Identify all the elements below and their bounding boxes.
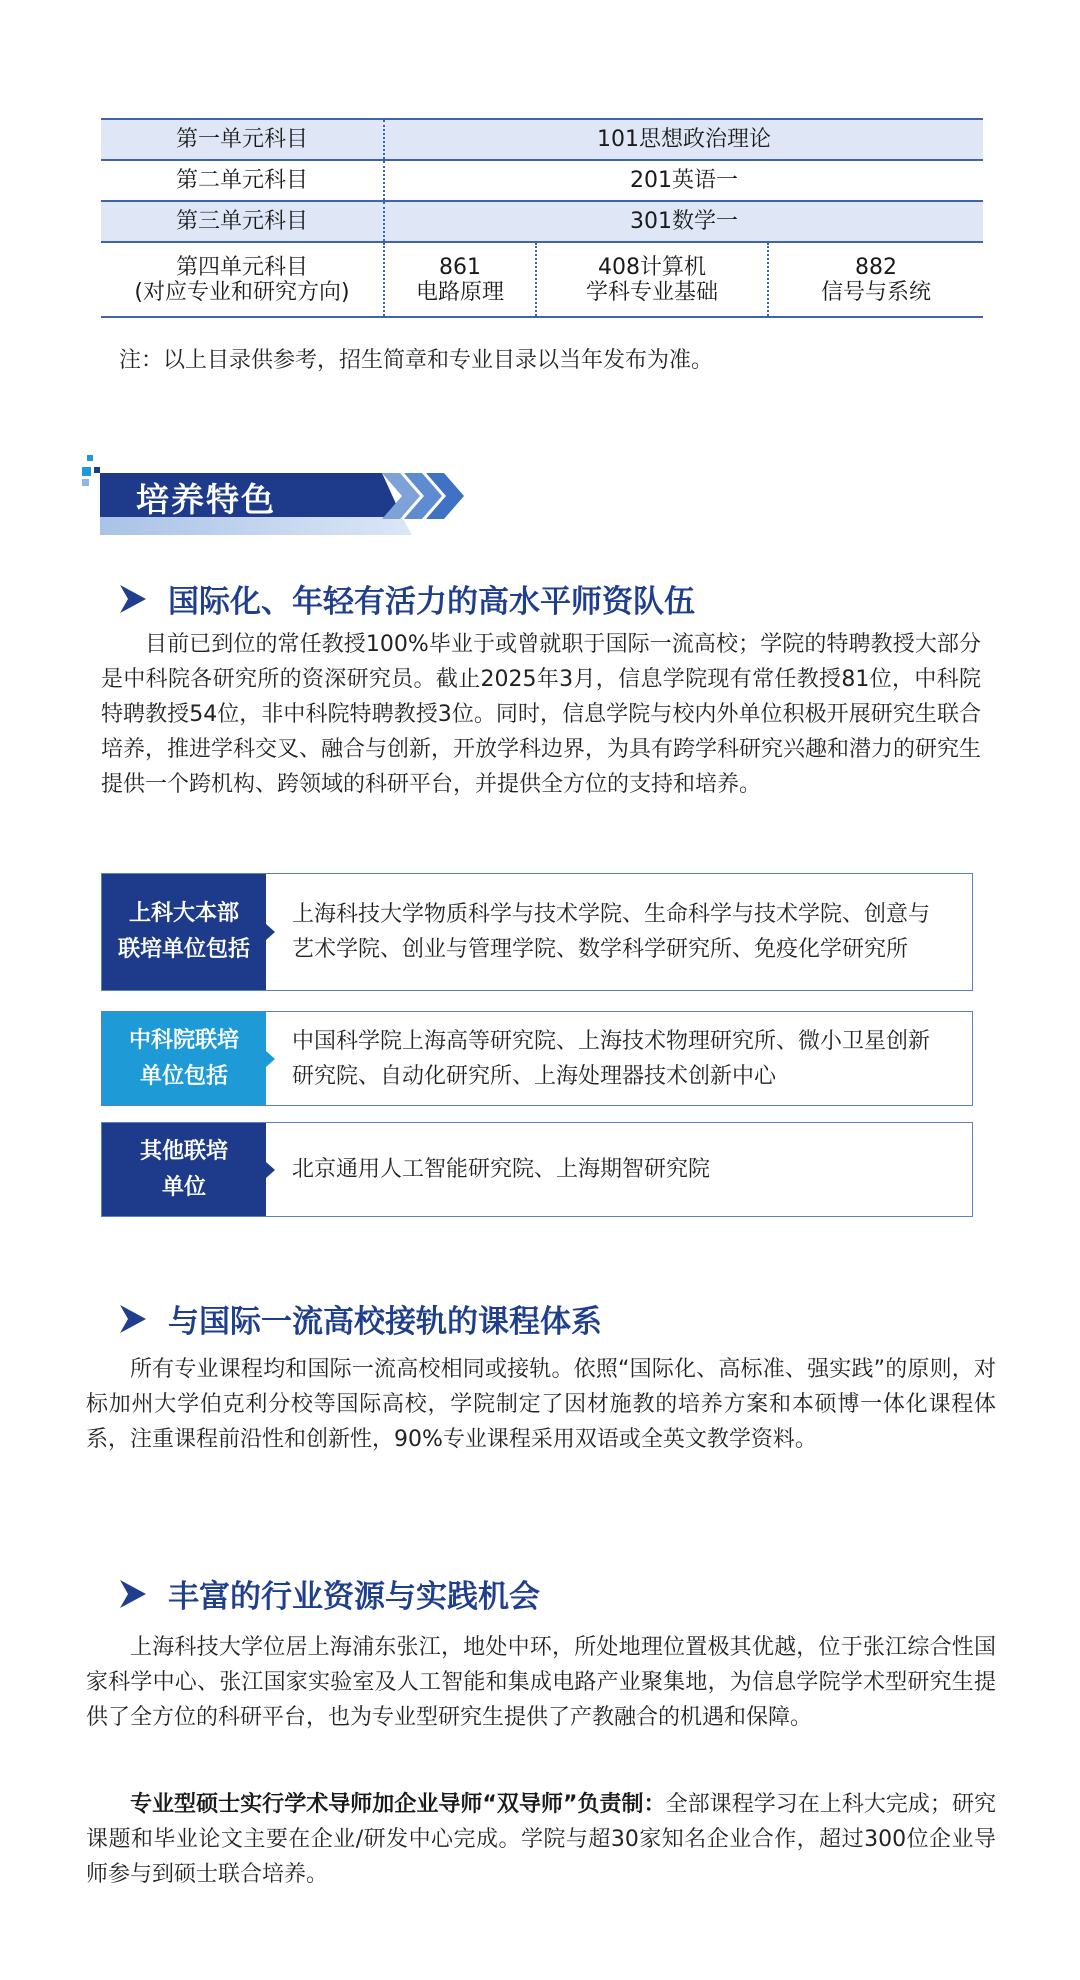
partner-box-text: 北京通用人工智能研究院、上海期智研究院	[292, 1157, 711, 1182]
table-cell-value: 101思想政治理论	[384, 119, 983, 160]
label-line: 上科大本部	[128, 901, 239, 926]
label-line: 联培单位包括	[117, 937, 250, 962]
section-heading-text: 国际化、年轻有活力的高水平师资队伍	[168, 584, 695, 620]
chevron-right-icon	[120, 585, 146, 613]
paragraph-rest: 全部课程学习在上科大完成；研究课题和毕业论文主要在企业/研发中心完成。学院与超30家知名企业合作，超过300位企业导师参与到硕士联合培养。	[86, 1792, 996, 1887]
subject-table	[101, 118, 983, 318]
partner-box-text: 上海科技大学物质科学与技术学院、生命科学与技术学院、创意与艺术学院、创业与管理学院、数学科学研究所、免疫化学研究所	[292, 902, 931, 962]
banner-title: 培养特色	[136, 480, 276, 519]
table-cell-option	[536, 242, 768, 317]
bold-lead: 专业型硕士实行学术导师加企业导师“双导师”负责制：	[130, 1792, 666, 1817]
option-name: 信号与系统	[820, 279, 931, 305]
label-line: 单位	[161, 1174, 206, 1200]
partner-box-label	[102, 874, 266, 990]
table-cell-value: 301数学一	[384, 201, 983, 242]
partner-box	[101, 1122, 973, 1217]
section-heading-text: 丰富的行业资源与实践机会	[168, 1579, 540, 1615]
partner-box-label	[102, 1012, 266, 1105]
section-heading-text: 与国际一流高校接轨的课程体系	[168, 1304, 602, 1340]
table-row	[101, 119, 983, 160]
table-cell-label: 第二单元科目	[101, 160, 384, 201]
table-cell-label: 第三单元科目	[101, 201, 384, 242]
section-paragraph	[86, 1787, 996, 1892]
table-row	[101, 242, 983, 317]
option-code: 408计算机	[598, 254, 706, 280]
section-paragraph: 上海科技大学位居上海浦东张江，地处中环，所处地理位置极其优越，位于张江综合性国家科学中心、张江国家实验室及人工智能和集成电路产业聚集地，为信息学院学术型研究生提供了全方位的科研平台，也为专业型研究生提供了产教融合的机遇和保障。	[86, 1635, 996, 1730]
chevron-right-icon	[120, 1305, 146, 1333]
table-note: 注：以上目录供参考，招生简章和专业目录以当年发布为准。	[119, 348, 714, 373]
section-paragraph: 目前已到位的常任教授100%毕业于或曾就职于国际一流高校；学院的特聘教授大部分是中科院各研究所的资深研究员。截止2025年3月，信息学院现有常任教授81位，中科院特聘教授54位，非中科院特聘教授3位。同时，信息学院与校内外单位积极开展研究生联合培养，推进学科交叉、融合与创新，开放学科边界，为具有跨学科研究兴趣和潜力的研究生提供一个跨机构、跨领域的科研平台，并提供全方位的支持和培养。	[101, 632, 982, 797]
table-row	[101, 201, 983, 242]
table-row	[101, 160, 983, 201]
label-line: 中科院联培	[128, 1027, 239, 1053]
partner-box-label	[102, 1123, 266, 1216]
partner-box-text: 中国科学院上海高等研究院、上海技术物理研究所、微小卫星创新研究院、自动化研究所、上海处理器技术创新中心	[292, 1028, 931, 1089]
partner-box	[101, 1011, 973, 1106]
table-cell-value: 201英语一	[384, 160, 983, 201]
option-name: 电路原理	[415, 279, 504, 305]
section-heading	[120, 576, 695, 621]
table-cell-option	[384, 242, 536, 317]
table-cell-label: 第一单元科目	[101, 119, 384, 160]
row4-label-line1: 第四单元科目	[175, 254, 308, 280]
option-code: 882	[855, 254, 897, 280]
section-heading	[120, 1296, 602, 1341]
table-cell-option	[768, 242, 983, 317]
section-paragraph: 所有专业课程均和国际一流高校相同或接轨。依照“国际化、高标准、强实践”的原则，对标加州大学伯克利分校等国际高校，学院制定了因材施教的培养方案和本硕博一体化课程体系，注重课程前沿性和创新性，90%专业课程采用双语或全英文教学资料。	[86, 1357, 996, 1452]
section-heading	[120, 1571, 540, 1616]
label-line: 单位包括	[139, 1063, 228, 1089]
option-code: 861	[439, 254, 481, 280]
table-cell-label	[101, 242, 384, 317]
partner-box	[101, 873, 973, 991]
row4-label-line2: (对应专业和研究方向)	[134, 279, 350, 305]
option-name: 学科专业基础	[585, 279, 718, 305]
chevron-right-icon	[120, 1580, 146, 1608]
label-line: 其他联培	[139, 1138, 228, 1164]
